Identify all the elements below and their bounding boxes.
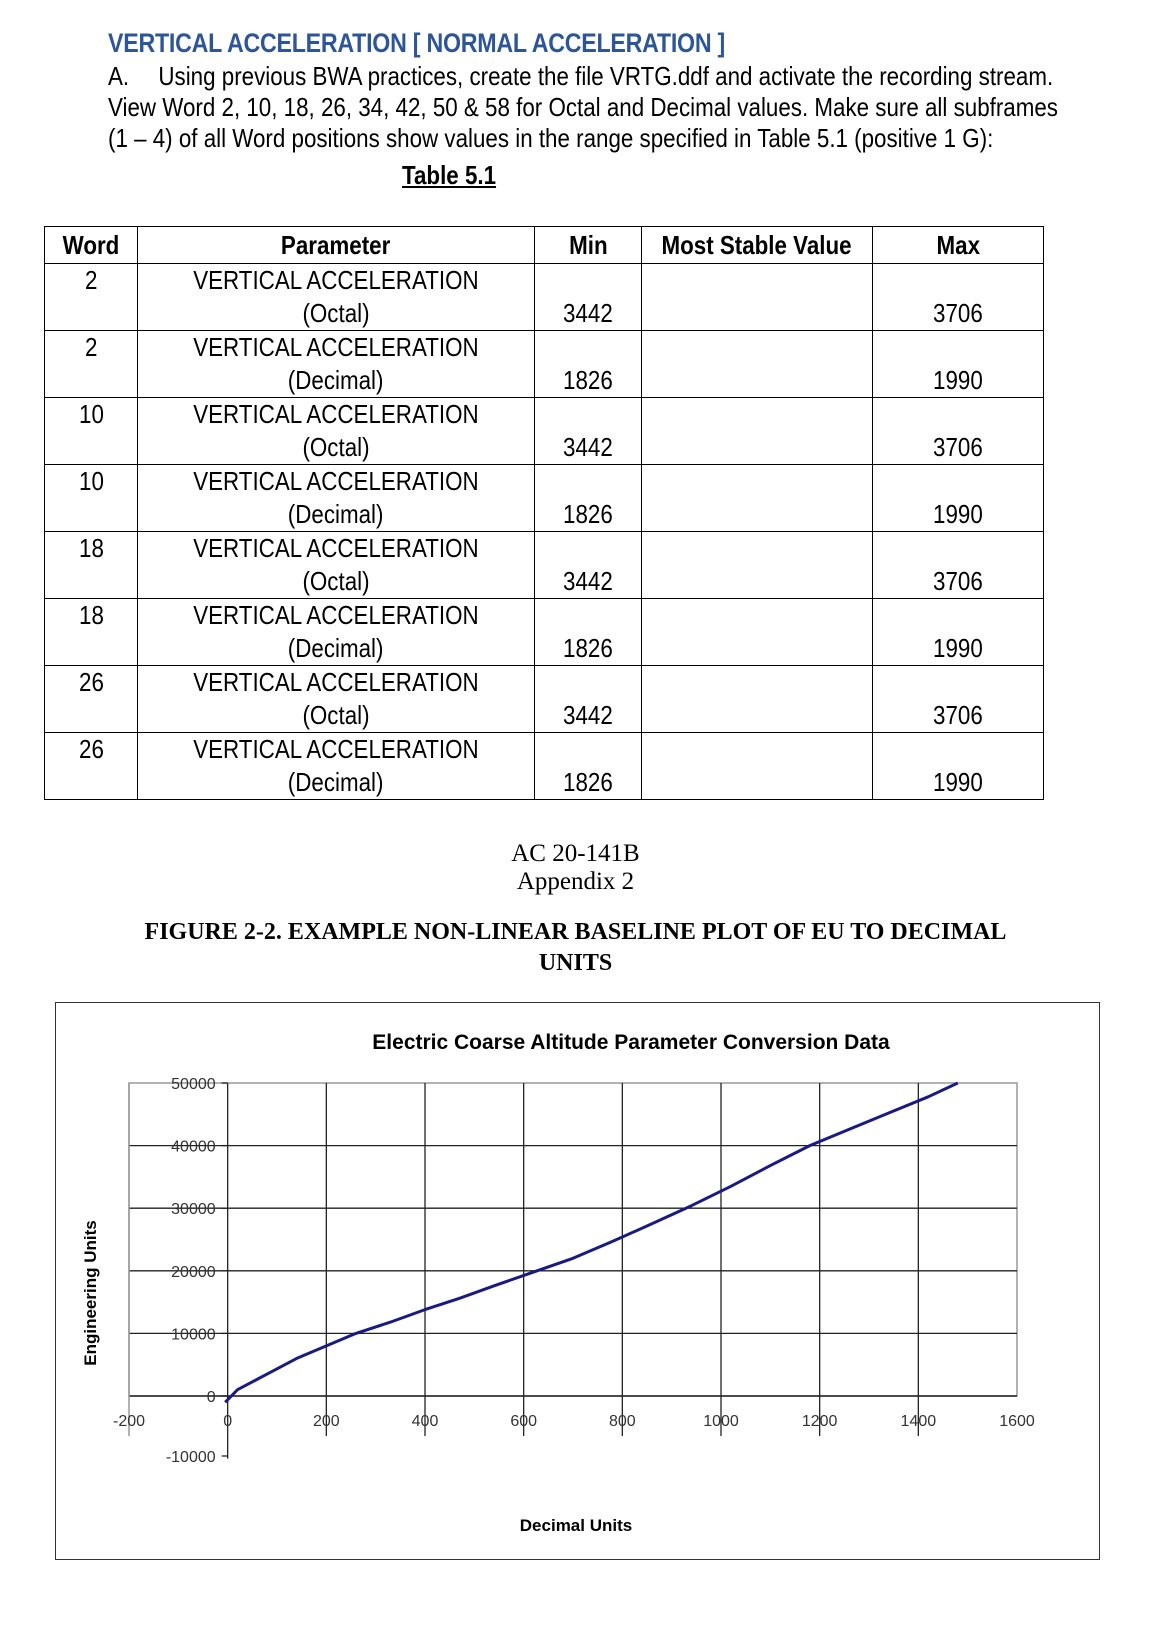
parameter-table bbox=[44, 226, 1044, 800]
cell-most-stable-value bbox=[642, 331, 873, 398]
x-tick-label: 800 bbox=[608, 1413, 636, 1430]
cell-max: 1990 bbox=[873, 465, 1044, 532]
cell-min: 3442 bbox=[535, 532, 642, 599]
x-tick-label: 1400 bbox=[900, 1413, 937, 1430]
table-row bbox=[45, 398, 1044, 465]
parameter-type: (Octal) bbox=[302, 566, 370, 596]
cell-word: 10 bbox=[45, 398, 138, 465]
parameter-name: VERTICAL ACCELERATION bbox=[193, 600, 479, 630]
header-word: Word bbox=[45, 227, 138, 264]
paragraph-line-3: (1 – 4) of all Word positions show values in the range specified in Table 5.1 (positive 1 G): bbox=[108, 123, 994, 153]
figure-caption bbox=[0, 917, 1151, 979]
cell-most-stable-value bbox=[642, 465, 873, 532]
cell-min: 3442 bbox=[535, 264, 642, 331]
x-tick-label: 1000 bbox=[703, 1413, 739, 1430]
table-row bbox=[45, 331, 1044, 398]
paragraph-line-1 bbox=[108, 61, 1053, 92]
chart-title: Electric Coarse Altitude Parameter Conversion Data bbox=[372, 1031, 890, 1054]
parameter-name: VERTICAL ACCELERATION bbox=[193, 399, 479, 429]
cell-word: 18 bbox=[45, 599, 138, 666]
cell-parameter bbox=[138, 532, 535, 599]
cell-parameter bbox=[138, 599, 535, 666]
y-tick-label: 0 bbox=[206, 1389, 216, 1406]
cell-most-stable-value bbox=[642, 599, 873, 666]
x-axis-label: Decimal Units bbox=[519, 1516, 633, 1535]
table-row bbox=[45, 733, 1044, 800]
cell-max: 3706 bbox=[873, 264, 1044, 331]
x-tick-label: 600 bbox=[510, 1413, 538, 1430]
table-row bbox=[45, 666, 1044, 733]
cell-word: 10 bbox=[45, 465, 138, 532]
cell-word: 2 bbox=[45, 331, 138, 398]
header-parameter: Parameter bbox=[138, 227, 535, 264]
paragraph-label: A. bbox=[108, 61, 130, 91]
series-line bbox=[225, 1083, 958, 1402]
y-axis-label: Engineering Units bbox=[81, 1220, 100, 1366]
cell-most-stable-value bbox=[642, 666, 873, 733]
cell-min: 1826 bbox=[535, 465, 642, 532]
y-tick-label: 40000 bbox=[171, 1138, 216, 1156]
cell-max: 3706 bbox=[873, 666, 1044, 733]
cell-min: 1826 bbox=[535, 599, 642, 666]
cell-parameter bbox=[138, 666, 535, 733]
parameter-type: (Decimal) bbox=[288, 499, 384, 529]
y-tick-label: -10000 bbox=[165, 1449, 216, 1466]
header-max: Max bbox=[873, 227, 1044, 264]
table-row bbox=[45, 599, 1044, 666]
cell-most-stable-value bbox=[642, 264, 873, 331]
header-min: Min bbox=[535, 227, 642, 264]
table-row bbox=[45, 532, 1044, 599]
doc-number: AC 20-141B bbox=[511, 840, 640, 867]
cell-max: 1990 bbox=[873, 599, 1044, 666]
parameter-type: (Octal) bbox=[302, 432, 370, 462]
parameter-type: (Octal) bbox=[302, 700, 370, 730]
parameter-name: VERTICAL ACCELERATION bbox=[193, 265, 479, 295]
cell-most-stable-value bbox=[642, 532, 873, 599]
doc-appendix: Appendix 2 bbox=[516, 868, 635, 895]
chart-frame bbox=[55, 1002, 1100, 1560]
cell-min: 1826 bbox=[535, 331, 642, 398]
x-tick-label: 400 bbox=[411, 1413, 439, 1430]
cell-most-stable-value bbox=[642, 733, 873, 800]
x-tick-label: 1200 bbox=[801, 1413, 838, 1430]
figure-caption-line-2: UNITS bbox=[538, 950, 613, 976]
cell-parameter bbox=[138, 331, 535, 398]
table-row bbox=[45, 264, 1044, 331]
cell-min: 3442 bbox=[535, 666, 642, 733]
cell-parameter bbox=[138, 465, 535, 532]
parameter-name: VERTICAL ACCELERATION bbox=[193, 466, 479, 496]
table-row bbox=[45, 465, 1044, 532]
y-tick-label: 50000 bbox=[171, 1076, 216, 1093]
cell-parameter bbox=[138, 733, 535, 800]
cell-word: 26 bbox=[45, 666, 138, 733]
parameter-type: (Decimal) bbox=[288, 767, 384, 797]
cell-word: 26 bbox=[45, 733, 138, 800]
parameter-name: VERTICAL ACCELERATION bbox=[193, 734, 479, 764]
cell-max: 3706 bbox=[873, 398, 1044, 465]
paragraph-line-2: View Word 2, 10, 18, 26, 34, 42, 50 & 58 for Octal and Decimal values. Make sure all subframes bbox=[108, 92, 1058, 122]
cell-word: 2 bbox=[45, 264, 138, 331]
figure-caption-line-1: FIGURE 2-2. EXAMPLE NON-LINEAR BASELINE PLOT OF EU TO DECIMAL bbox=[144, 919, 1007, 945]
cell-most-stable-value bbox=[642, 398, 873, 465]
x-tick-label: 0 bbox=[223, 1413, 233, 1430]
cell-min: 3442 bbox=[535, 398, 642, 465]
parameter-name: VERTICAL ACCELERATION bbox=[193, 667, 479, 697]
parameter-name: VERTICAL ACCELERATION bbox=[193, 533, 479, 563]
y-tick-label: 30000 bbox=[171, 1201, 216, 1219]
section-heading: VERTICAL ACCELERATION [ NORMAL ACCELERATION ] bbox=[108, 28, 726, 58]
line-chart bbox=[56, 1003, 1099, 1559]
parameter-type: (Decimal) bbox=[288, 365, 384, 395]
header-most-stable-value: Most Stable Value bbox=[642, 227, 873, 264]
doc-ref bbox=[0, 840, 1151, 896]
table-caption: Table 5.1 bbox=[402, 160, 497, 190]
y-tick-label: 20000 bbox=[171, 1263, 216, 1281]
parameter-type: (Octal) bbox=[302, 298, 370, 328]
parameter-type: (Decimal) bbox=[288, 633, 384, 663]
cell-min: 1826 bbox=[535, 733, 642, 800]
cell-parameter bbox=[138, 398, 535, 465]
cell-word: 18 bbox=[45, 532, 138, 599]
parameter-name: VERTICAL ACCELERATION bbox=[193, 332, 479, 362]
table-header-row bbox=[45, 227, 1044, 264]
x-tick-label: 1600 bbox=[999, 1413, 1035, 1430]
paragraph-text-1: Using previous BWA practices, create the file VRTG.ddf and activate the recording stream. bbox=[158, 61, 1054, 91]
plot-area bbox=[129, 1083, 1017, 1396]
x-tick-label: -200 bbox=[112, 1413, 146, 1430]
cell-max: 3706 bbox=[873, 532, 1044, 599]
y-tick-label: 10000 bbox=[171, 1326, 216, 1344]
cell-max: 1990 bbox=[873, 733, 1044, 800]
x-tick-label: 200 bbox=[312, 1413, 340, 1430]
cell-max: 1990 bbox=[873, 331, 1044, 398]
cell-parameter bbox=[138, 264, 535, 331]
